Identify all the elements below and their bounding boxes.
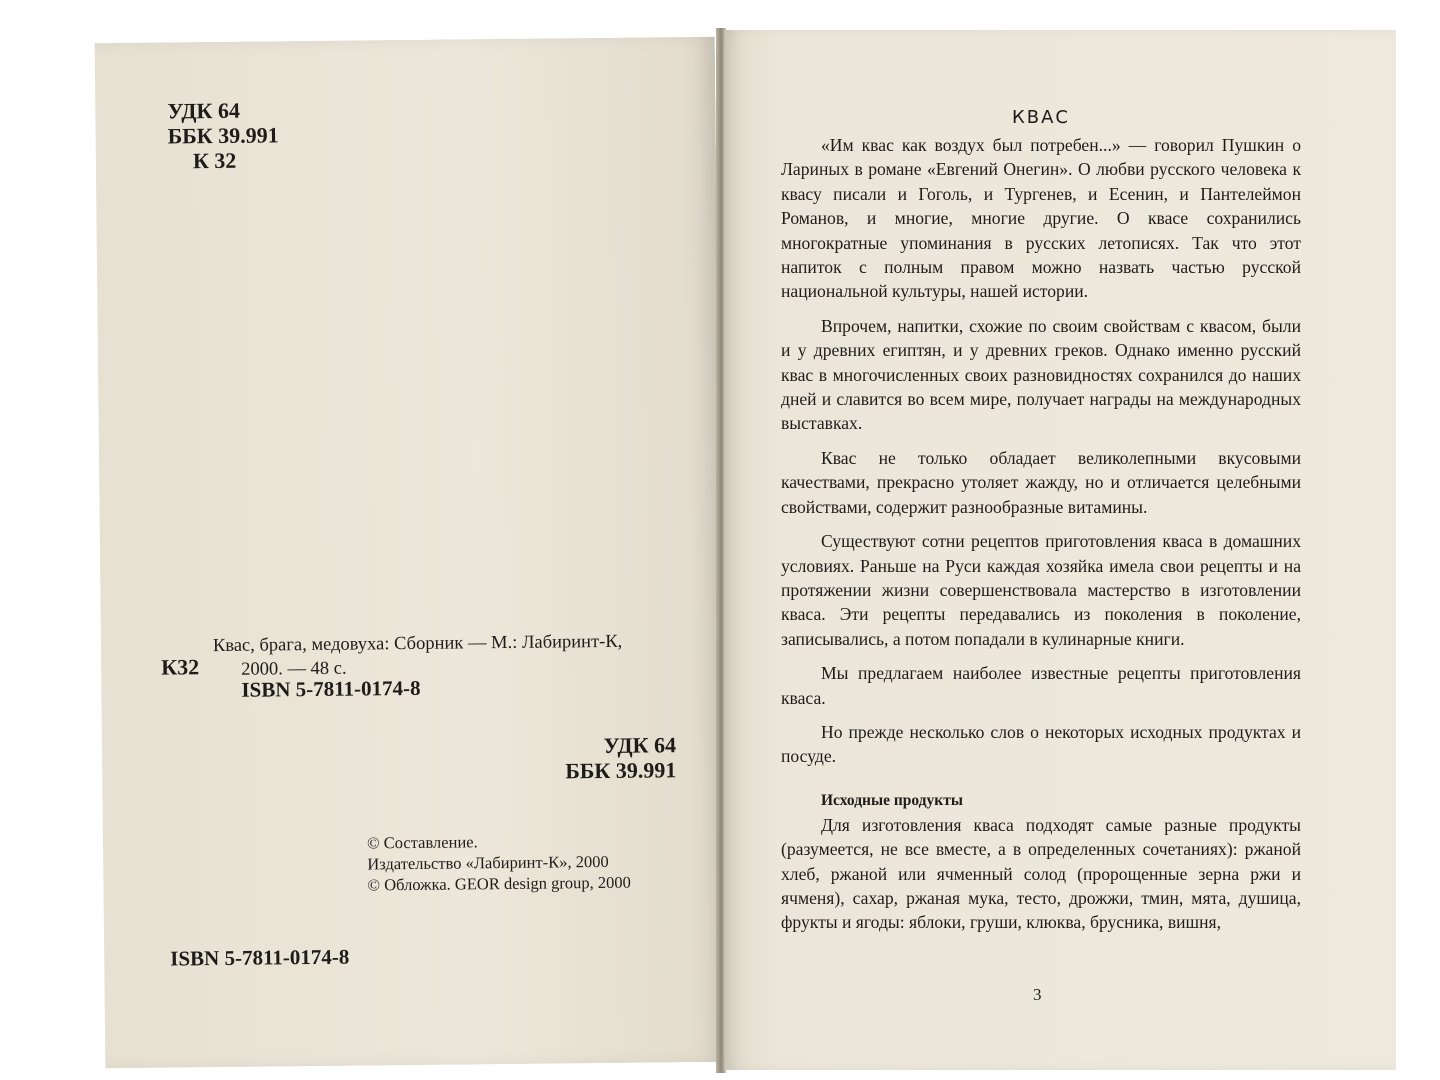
chapter-heading: КВАС — [1011, 107, 1070, 128]
udk-code-repeat: УДК 64 — [603, 732, 677, 758]
catalog-card-publication: 2000. — 48 с. — [241, 658, 347, 680]
paragraph: Мы предлагаем наиболее известные рецепты приготовления кваса. — [781, 663, 1301, 708]
catalog-card-isbn: ISBN 5-7811-0174-8 — [241, 675, 421, 702]
paragraph: Но прежде несколько слов о некоторых исходных продуктах и посуде. — [781, 721, 1301, 767]
paragraph: Впрочем, напитки, схожие по своим свойствам с квасом, были и у древних египтян, и у древних греков. Однако именно русский квас в многочисленных своих разновидностях сохранился до наших дней и славится во всем мире, получает награды на международных выставках. — [781, 315, 1301, 434]
classification-codes — [167, 97, 279, 173]
isbn: ISBN 5-7811-0174-8 — [170, 944, 350, 971]
page-number: 3 — [1033, 985, 1042, 1004]
bbk-code-repeat: ББК 39.991 — [565, 757, 677, 784]
bbk-code: ББК 39.991 — [167, 122, 279, 149]
left-page — [95, 37, 726, 1068]
paragraph: «Им квас как воздух был потребен...» — говорил Пушкин о Лариных в романе «Евгений Онегин». О любви русского человека к квасу писали и Гоголь, и Тургенев, и Есенин, и Пантелеймон Романов, и многие, многие другие. О квасе сохранились многократные упоминания в русских летописях. Так что этот напиток с полным правом можно назвать частью русской национальной культуры, нашей истории. — [781, 135, 1301, 302]
paragraph: Квас не только обладает великолепными вкусовыми качествами, прекрасно утоляет жажду, но и отличается целебными свойствами, содержит разнообразные витамины. — [781, 447, 1301, 517]
section-heading: Исходные продукты — [821, 791, 963, 809]
copyright-line: © Составление. — [366, 832, 478, 853]
catalog-card-code: К32 — [161, 654, 200, 680]
catalog-card-text — [213, 630, 623, 682]
right-page — [724, 30, 1396, 1070]
page-text — [781, 105, 1301, 935]
udk-code: УДК 64 — [167, 97, 241, 124]
catalog-card-title: Квас, брага, медовуха: Сборник — М.: Лабиринт-К, — [212, 631, 623, 657]
paragraph: Существуют сотни рецептов приготовления кваса в домашних условиях. Раньше на Руси каждая хозяйка имела свои рецепты и на протяжении жизни совершенствовала мастерство в изготовлении кваса. Эти рецепты передавались из поколения в поколение, записывались, а потом попадали в кулинарные книги. — [781, 531, 1301, 649]
author-mark: К 32 — [192, 147, 237, 174]
classification-codes-repeat — [565, 732, 677, 783]
copyright-line: Издательство «Лабиринт-К», 2000 — [367, 851, 609, 874]
copyright-line: © Обложка. GEOR design group, 2000 — [367, 872, 631, 895]
copyright-block — [367, 830, 631, 896]
section-paragraph: Для изготовления кваса подходят самые разные продукты (разумеется, не все вместе, а в определенных сочетаниях): ржаной хлеб, ржаной или ячменный солод (пророщенные зерна ржи и ячменя), сахар, ржаная мука, тесто, дрожжи, тмин, мята, душица, фрукты и ягоды: яблоки, груши, клюква, брусника, вишня, — [781, 814, 1301, 933]
